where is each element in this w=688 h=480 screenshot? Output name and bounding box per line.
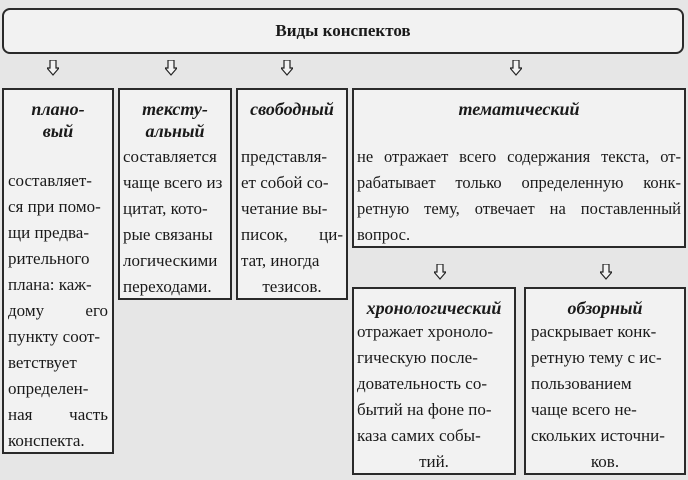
body-line: ся при помо- — [8, 197, 101, 216]
body-line: рабатывает только определенную конк- — [357, 173, 681, 192]
column-body — [120, 144, 230, 300]
subcolumn-heading: хронологический — [366, 298, 502, 318]
heading-line: плано- — [31, 99, 85, 119]
subcolumn-obzornyi — [524, 287, 686, 475]
arrow-down-icon — [600, 264, 612, 280]
body-line: тат, иногда — [241, 251, 320, 270]
column-body — [4, 168, 112, 454]
column-body — [238, 144, 346, 300]
body-line: довательность со- — [357, 374, 487, 393]
body-line: рительного — [8, 249, 90, 268]
body-line: дому его — [8, 301, 108, 320]
body-line: рые связаны — [123, 225, 213, 244]
heading-line: тексту- — [142, 99, 208, 119]
body-line: отражает хроноло- — [357, 322, 493, 341]
column-svobodnyi — [236, 88, 348, 300]
body-line: пункту соот- — [8, 327, 101, 346]
subcolumn-body — [354, 319, 514, 475]
column-tekstualnyi — [118, 88, 232, 300]
column-tematicheskii — [352, 88, 686, 248]
column-heading — [120, 98, 230, 142]
body-line: щи предва- — [8, 223, 90, 242]
column-planovyi — [2, 88, 114, 454]
body-line: четание вы- — [241, 199, 328, 218]
body-line: не отражает всего содержания текста, от- — [357, 147, 681, 166]
column-body — [354, 144, 684, 248]
body-line: вопрос. — [357, 225, 411, 244]
body-line: тезисов. — [262, 277, 322, 296]
body-line: составляет- — [8, 171, 92, 190]
body-line: чаще всего из — [123, 173, 223, 192]
arrow-down-icon — [165, 60, 177, 76]
subcolumn-body — [526, 319, 684, 475]
heading-line: свободный — [250, 99, 334, 119]
column-heading — [4, 98, 112, 142]
heading-line: вый — [42, 121, 74, 141]
arrow-down-icon — [434, 264, 446, 280]
body-line: ретную тему, отвечает на поставленный — [357, 199, 681, 218]
body-line: переходами. — [123, 277, 212, 296]
arrow-down-icon — [510, 60, 522, 76]
body-line: составляется — [123, 147, 217, 166]
heading-line: тематический — [458, 99, 580, 119]
body-line: писок, ци- — [241, 225, 343, 244]
body-line: цитат, кото- — [123, 199, 208, 218]
arrow-down-icon — [281, 60, 293, 76]
body-line: определен- — [8, 379, 89, 398]
body-line: гическую после- — [357, 348, 478, 367]
body-line: бытий на фоне по- — [357, 400, 492, 419]
body-line: тий. — [419, 452, 449, 471]
body-line: логическими — [123, 251, 218, 270]
body-line: ветствует — [8, 353, 77, 372]
body-line: каза самих собы- — [357, 426, 481, 445]
body-line: ретную тему с ис- — [531, 348, 662, 367]
heading-line: альный — [145, 121, 205, 141]
body-line: ная часть — [8, 405, 108, 424]
diagram-title: Виды конспектов — [2, 8, 684, 54]
subcolumn-khronologicheskii — [352, 287, 516, 475]
body-line: ет собой со- — [241, 173, 329, 192]
body-line: плана: каж- — [8, 275, 92, 294]
body-line: пользованием — [531, 374, 632, 393]
arrow-down-icon — [47, 60, 59, 76]
body-line: чаще всего не- — [531, 400, 637, 419]
body-line: ков. — [590, 452, 620, 471]
subcolumn-heading: обзорный — [567, 298, 643, 318]
body-line: скольких источни- — [531, 426, 665, 445]
body-line: представля- — [241, 147, 328, 166]
body-line: раскрывает конк- — [531, 322, 657, 341]
column-heading — [238, 98, 346, 120]
column-heading — [354, 98, 684, 120]
body-line: конспекта. — [8, 431, 85, 450]
